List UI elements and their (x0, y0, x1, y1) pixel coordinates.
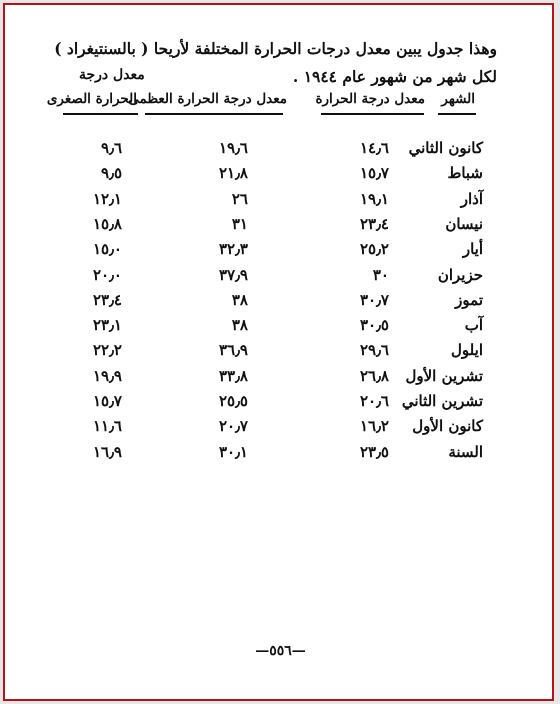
mean-cell: ٣٠ (372, 265, 389, 284)
table-row (5, 215, 556, 239)
table-row (5, 392, 556, 416)
min-cell: ١٥٫٠ (92, 240, 122, 259)
mean-cell: ٢٩٫٦ (359, 341, 389, 360)
header-underline-max (145, 113, 283, 115)
mean-cell: ٢٣٫٤ (359, 214, 389, 233)
mean-cell: ٣٠٫٧ (359, 290, 389, 309)
table-row (5, 291, 556, 315)
table-row (5, 316, 556, 340)
min-cell: ١١٫٦ (92, 417, 122, 436)
month-cell: كانون الأول (412, 417, 483, 436)
month-cell: آذار (460, 189, 483, 208)
min-cell: ٩٫٥ (101, 164, 122, 183)
max-cell: ٣٧٫٩ (218, 265, 248, 284)
month-cell: كانون الثاني (408, 139, 483, 157)
mean-cell: ٢٣٫٥ (359, 442, 389, 461)
max-cell: ١٩٫٦ (218, 139, 248, 157)
max-cell: ٣٣٫٨ (218, 366, 248, 385)
month-cell: تموز (455, 290, 483, 309)
month-cell: السنة (448, 442, 483, 461)
table-row (5, 240, 556, 264)
min-cell: ٢٣٫٤ (92, 290, 122, 309)
min-cell: ١٢٫١ (92, 189, 122, 208)
table-row (5, 164, 556, 188)
max-cell: ٢١٫٨ (218, 164, 248, 183)
min-header-top: معدل درجة (79, 67, 145, 83)
header-underline-mean (321, 113, 424, 115)
table-row (5, 341, 556, 365)
month-cell: آب (464, 316, 483, 335)
month-cell: حزيران (437, 265, 483, 284)
max-cell: ٢٦ (231, 189, 248, 208)
table-row (5, 190, 556, 214)
month-cell: شباط (447, 164, 483, 183)
mean-cell: ١٤٫٦ (359, 139, 389, 157)
table-row (5, 417, 556, 441)
document-page (3, 3, 554, 701)
header-underline-min (63, 113, 138, 115)
max-cell: ٢٠٫٧ (218, 417, 248, 436)
min-cell: ١٥٫٧ (92, 392, 122, 410)
header-mean: معدل درجة الحرارة (315, 91, 425, 107)
mean-cell: ١٩٫١ (359, 189, 389, 208)
table-row (5, 367, 556, 391)
table-row (5, 266, 556, 290)
max-cell: ٣٢٫٣ (218, 240, 248, 259)
table-row (5, 443, 556, 467)
intro-line-2: لكل شهر من شهور عام ١٩٤٤ . (292, 67, 497, 86)
max-cell: ٣١ (231, 214, 248, 233)
min-cell: ١٦٫٩ (92, 442, 122, 461)
min-cell: ٢٢٫٢ (92, 341, 122, 360)
header-underline-month (438, 113, 476, 115)
max-cell: ٢٥٫٥ (218, 392, 248, 410)
mean-cell: ٣٠٫٥ (359, 316, 389, 335)
table-row (5, 139, 556, 163)
max-cell: ٣٨ (231, 316, 248, 335)
mean-cell: ٢٥٫٢ (359, 240, 389, 259)
month-cell: أيار (462, 240, 483, 259)
min-cell: ٩٫٦ (101, 139, 122, 157)
header-max: معدل درجة الحرارة العظمى (128, 91, 287, 107)
month-cell: ايلول (451, 341, 483, 360)
header-month: الشهر (441, 91, 475, 107)
header-min: الحرارة الصغرى (46, 91, 137, 107)
month-cell: نيسان (445, 214, 483, 233)
mean-cell: ١٥٫٧ (359, 164, 389, 183)
mean-cell: ١٦٫٢ (359, 417, 389, 436)
min-cell: ٢٣٫١ (92, 316, 122, 335)
max-cell: ٣٦٫٩ (218, 341, 248, 360)
page-number: —٥٥٦— (255, 643, 306, 659)
min-cell: ١٥٫٨ (92, 214, 122, 233)
intro-line-1: وهذا جدول يبين معدل درجات الحرارة المختلفة لأريحا ( بالسنتيغراد ) (54, 39, 497, 58)
month-cell: تشرين الثاني (401, 392, 483, 410)
mean-cell: ٢٦٫٨ (359, 366, 389, 385)
max-cell: ٣٨ (231, 290, 248, 309)
min-cell: ١٩٫٩ (92, 366, 122, 385)
month-cell: تشرين الأول (405, 366, 483, 385)
mean-cell: ٢٠٫٦ (359, 392, 389, 410)
min-cell: ٢٠٫٠ (92, 265, 122, 284)
max-cell: ٣٠٫١ (218, 442, 248, 461)
